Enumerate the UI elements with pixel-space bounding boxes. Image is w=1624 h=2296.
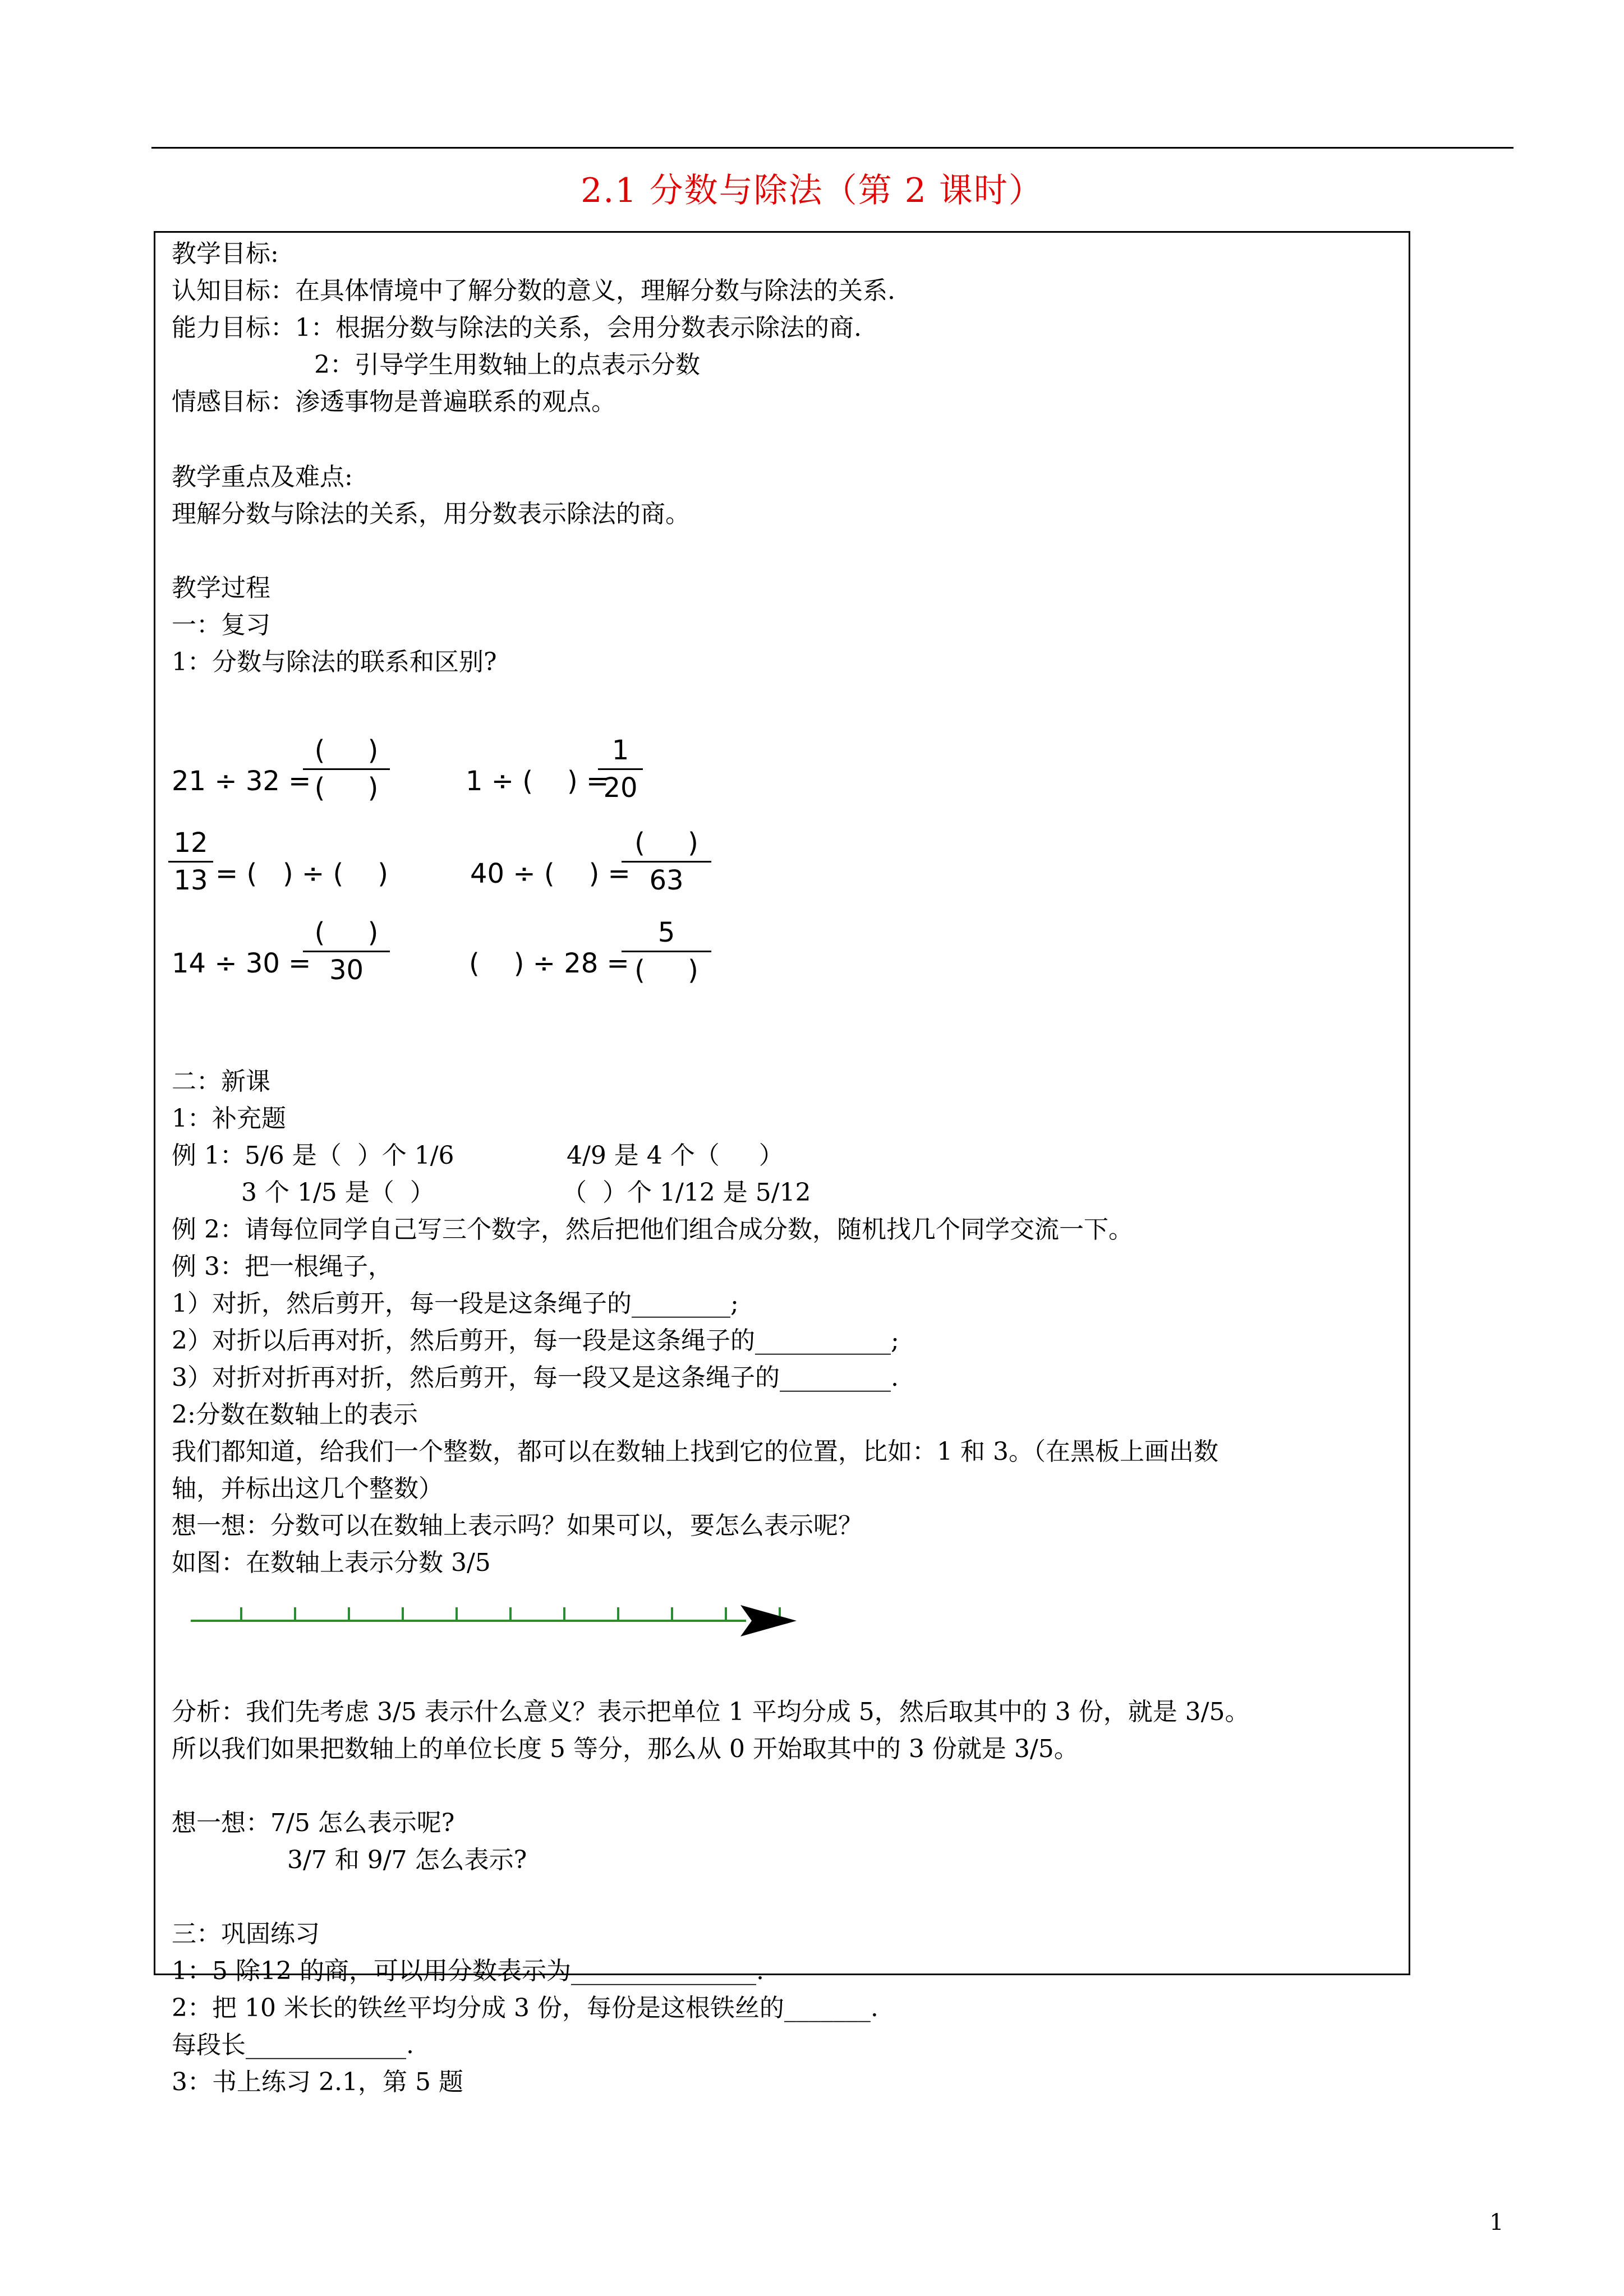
exercise-1-left: 21 ÷ 32 = [172, 766, 311, 797]
exercise-3-fraction [168, 827, 213, 896]
numerator: ( ) [314, 735, 379, 766]
example-1-d: （ ）个 1/12 是 5/12 [562, 1178, 811, 1207]
practice-3: 3：书上练习 2.1，第 5 题 [172, 2068, 463, 2096]
example-3: 例 3：把一根绳子， [172, 1252, 393, 1281]
page-title: 2.1 分数与除法（第 2 课时） [581, 171, 1043, 210]
numerator: ( ) [634, 827, 698, 859]
number-line-para-a: 我们都知道，给我们一个整数，都可以在数轴上找到它的位置，比如：1 和 3。（在黑板上画出数 [172, 1437, 1218, 1466]
exercise-2-fraction [598, 735, 643, 804]
exercise-5-left: 14 ÷ 30 = [172, 948, 311, 979]
objective-ability-2: 2：引导学生用数轴上的点表示分数 [314, 351, 700, 379]
figure-caption: 如图：在数轴上表示分数 3/5 [172, 1548, 491, 1577]
number-line-ticks [241, 1607, 780, 1621]
exercise-1-fraction [303, 735, 390, 804]
key-points-text: 理解分数与除法的关系，用分数表示除法的商。 [172, 500, 690, 528]
denominator: 13 [173, 865, 208, 896]
example-1-b: 4/9 是 4 个（ ） [567, 1141, 784, 1170]
exercise-4-left: 40 ÷ ( ) = [470, 858, 631, 889]
fraction-bar [622, 951, 711, 952]
example-3-item-2: 2）对折以后再对折，然后剪开，每一段是这条绳子的___________; [172, 1326, 899, 1355]
analysis-b: 所以我们如果把数轴上的单位长度 5 等分，那么从 0 开始取其中的 3 份就是 3/5。 [172, 1735, 1079, 1763]
fraction-bar [598, 768, 643, 770]
arrow-head-icon [740, 1605, 797, 1636]
objective-ability-1: 能力目标：1：根据分数与除法的关系，会用分数表示除法的商. [172, 313, 862, 342]
exercise-4-fraction [622, 827, 711, 896]
fraction-bar [622, 861, 711, 863]
process-heading: 教学过程 [172, 574, 270, 602]
fraction-bar [303, 951, 390, 952]
exercise-6-fraction [622, 917, 711, 986]
objectives-heading: 教学目标: [172, 239, 279, 268]
denominator: ( ) [634, 955, 698, 986]
example-1-c: 3 个 1/5 是（ ） [241, 1178, 435, 1207]
practice-2: 2：把 10 米长的铁丝平均分成 3 份，每份是这根铁丝的_______. [172, 1994, 878, 2022]
numerator: 5 [657, 917, 675, 948]
example-1-a: 例 1：5/6 是（ ）个 1/6 [172, 1141, 454, 1170]
practice-2-cont: 每段长_____________. [172, 2031, 414, 2059]
new-lesson-heading: 二：新课 [172, 1067, 270, 1096]
think-prompt-2a: 想一想：7/5 怎么表示呢? [172, 1809, 455, 1837]
page-number: 1 [1489, 2210, 1504, 2235]
number-line-para-b: 轴，并标出这几个整数） [172, 1474, 443, 1503]
exercise-5-fraction [303, 917, 390, 986]
practice-1: 1：5 除12 的商，可以用分数表示为_______________. [172, 1957, 764, 1985]
numerator: 1 [611, 735, 629, 766]
key-points-heading: 教学重点及难点: [172, 463, 353, 491]
think-prompt-2b: 3/7 和 9/7 怎么表示? [287, 1846, 527, 1874]
practice-heading: 三：巩固练习 [172, 1920, 320, 1948]
denominator: ( ) [314, 772, 379, 804]
denominator: 30 [329, 955, 364, 986]
example-3-item-3: 3）对折对折再对折，然后剪开，每一段又是这条绳子的_________. [172, 1363, 899, 1392]
analysis-a: 分析：我们先考虑 3/5 表示什么意义？表示把单位 1 平均分成 5，然后取其中的 3 份，就是 3/5。 [172, 1698, 1250, 1726]
number-line-figure [185, 1587, 802, 1654]
numerator: 12 [173, 827, 208, 859]
exercise-6-left: ( ) ÷ 28 = [469, 948, 629, 979]
denominator: 20 [603, 772, 638, 804]
number-line-heading: 2:分数在数轴上的表示 [172, 1400, 418, 1429]
objective-cognitive: 认知目标：在具体情境中了解分数的意义，理解分数与除法的关系. [172, 276, 895, 305]
objective-affective: 情感目标：渗透事物是普遍联系的观点。 [172, 388, 616, 416]
numerator: ( ) [314, 917, 379, 948]
think-prompt-1: 想一想：分数可以在数轴上表示吗？如果可以，要怎么表示呢？ [172, 1511, 863, 1540]
exercise-3-right: = ( ) ÷ ( ) [215, 858, 388, 889]
exercise-2-left: 1 ÷ ( ) = [466, 766, 609, 797]
new-lesson-sub1: 1：补充题 [172, 1104, 286, 1133]
review-question-1: 1：分数与除法的联系和区别? [172, 648, 497, 676]
example-2: 例 2：请每位同学自己写三个数字，然后把他们组合成分数，随机找几个同学交流一下。 [172, 1215, 1133, 1244]
denominator: 63 [649, 865, 684, 896]
review-heading: 一：复习 [172, 611, 270, 639]
header-rule [151, 147, 1513, 149]
example-3-item-1: 1）对折，然后剪开，每一段是这条绳子的________; [172, 1289, 739, 1318]
fraction-bar [168, 861, 213, 863]
fraction-bar [303, 768, 390, 770]
